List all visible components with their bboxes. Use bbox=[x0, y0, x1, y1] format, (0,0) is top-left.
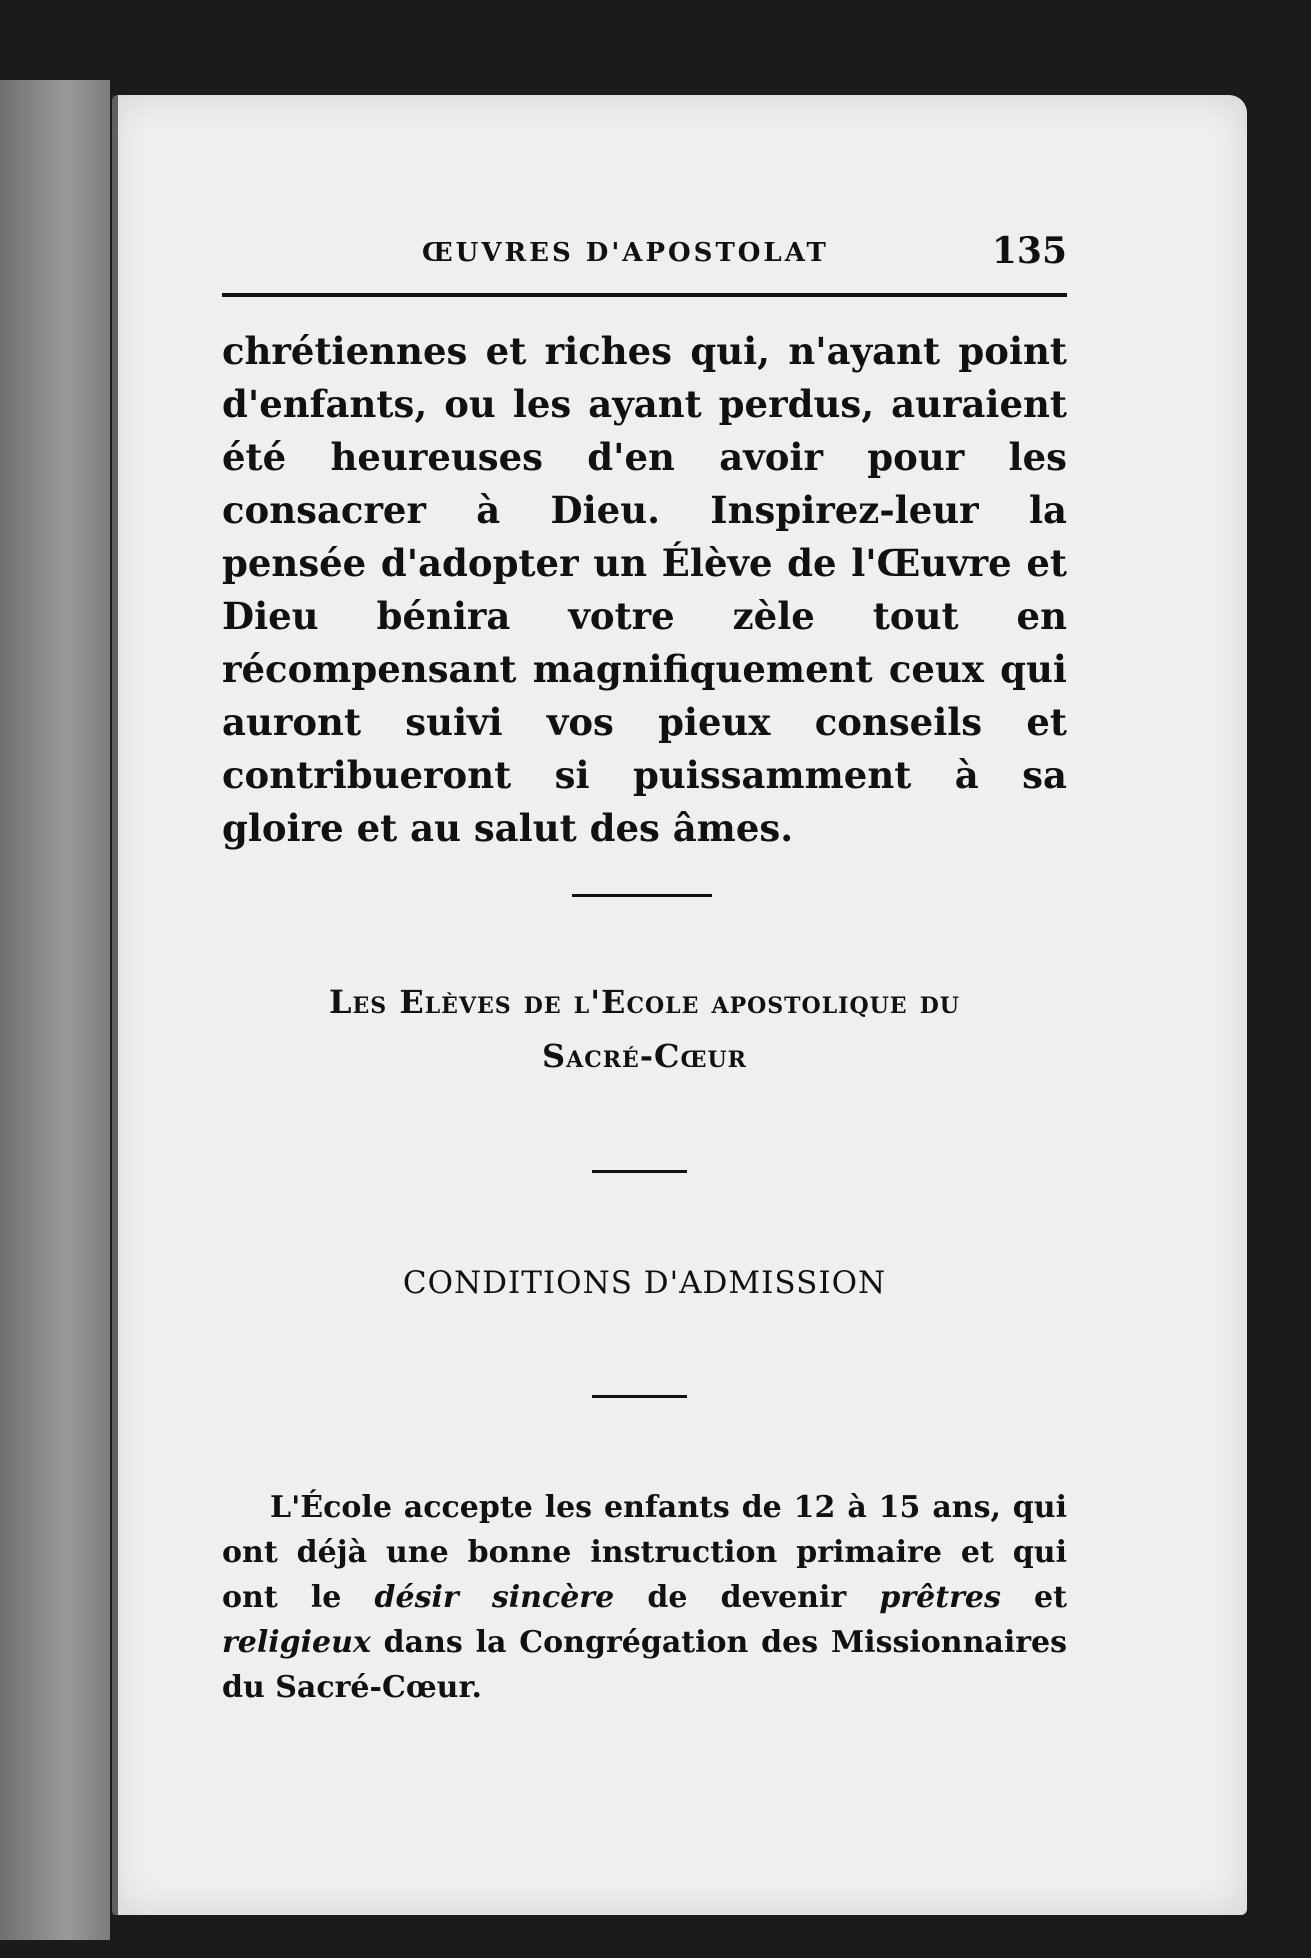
admission-text-1: L'École accepte les enfants de 12 à 15 ans, qui ont déjà une bonne instruction primaire et qui ont le bbox=[222, 1490, 1067, 1615]
page-header bbox=[222, 230, 1067, 270]
section-divider-bottom bbox=[592, 1395, 687, 1398]
body-paragraph: chrétiennes et riches qui, n'ayant point d'enfants, ou les ayant perdus, auraient été heureuses d'en avoir pour les consacrer à Dieu. Inspirez-leur la pensée d'adopter un Élève de l'Œuvre et Dieu bénira votre zèle tout en récompensant magnifiquement ceux qui auront suivi vos pieux conseils et contribueront si puissamment à sa gloire et au salut des âmes. bbox=[222, 329, 1067, 850]
running-title: ŒUVRES D'APOSTOLAT bbox=[422, 238, 829, 268]
admission-text-4: dans la Congrégation des Missionnaires du Sacré-Cœur. bbox=[222, 1625, 1067, 1705]
admission-text-3: et bbox=[1000, 1580, 1067, 1615]
admission-emphasis-2: prêtres bbox=[879, 1580, 1001, 1615]
section-title bbox=[222, 975, 1067, 1083]
section-divider-top bbox=[572, 894, 712, 897]
conditions-heading: CONDITIONS D'ADMISSION bbox=[402, 1265, 887, 1301]
page-binding-shadow bbox=[112, 95, 118, 1915]
header-rule bbox=[222, 293, 1067, 297]
page-number: 135 bbox=[991, 230, 1067, 272]
section-title-line-1: Les Elèves de l'Ecole apostolique du bbox=[329, 983, 960, 1021]
section-title-line-2: Sacré-Cœur bbox=[542, 1037, 747, 1075]
admission-emphasis-3: religieux bbox=[222, 1625, 371, 1660]
admission-emphasis-1: désir sincère bbox=[374, 1580, 615, 1615]
admission-text-2: de devenir bbox=[614, 1580, 880, 1615]
admission-paragraph bbox=[222, 1485, 1067, 1710]
section-divider-middle bbox=[592, 1170, 687, 1173]
adjacent-page-edge bbox=[0, 80, 110, 1940]
